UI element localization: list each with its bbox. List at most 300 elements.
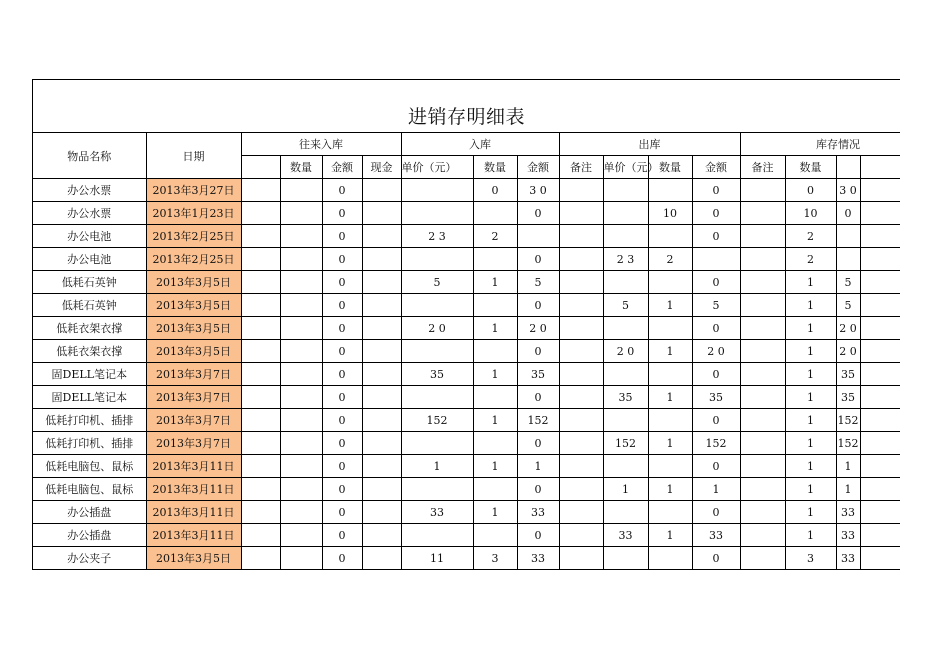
cell-blank[interactable] (241, 202, 280, 225)
cell-name[interactable]: 低耗打印机、插排 (33, 409, 146, 432)
cell-k-amt[interactable]: 1 (836, 455, 860, 478)
cell-name[interactable]: 固DELL笔记本 (33, 363, 146, 386)
cell-k-qty[interactable]: 3 (785, 547, 836, 570)
cell-k-extra[interactable] (860, 547, 900, 570)
cell-w-amt[interactable]: 0 (322, 340, 362, 363)
cell-r-qty[interactable] (473, 340, 517, 363)
cell-date[interactable]: 2013年3月5日 (146, 340, 241, 363)
cell-w-cash[interactable] (362, 455, 401, 478)
cell-name[interactable]: 低耗打印机、插排 (33, 432, 146, 455)
cell-c-qty[interactable]: 1 (648, 340, 692, 363)
cell-r-note[interactable] (559, 432, 603, 455)
cell-c-note[interactable] (740, 386, 785, 409)
cell-k-extra[interactable] (860, 409, 900, 432)
cell-c-amt[interactable]: 0 (692, 501, 740, 524)
cell-c-qty[interactable] (648, 455, 692, 478)
cell-w-cash[interactable] (362, 179, 401, 202)
cell-w-cash[interactable] (362, 409, 401, 432)
cell-k-qty[interactable]: 10 (785, 202, 836, 225)
cell-r-price[interactable]: 1 (401, 455, 473, 478)
cell-k-extra[interactable] (860, 179, 900, 202)
cell-blank[interactable] (241, 363, 280, 386)
cell-c-price[interactable]: 5 (603, 294, 648, 317)
cell-blank[interactable] (241, 501, 280, 524)
header-w-amt: 金额 (322, 156, 362, 179)
header-k-extra (860, 156, 900, 179)
cell-c-amt[interactable]: 0 (692, 547, 740, 570)
cell-r-qty[interactable]: 1 (473, 501, 517, 524)
cell-w-qty[interactable] (280, 225, 322, 248)
cell-r-amt[interactable]: 152 (517, 409, 559, 432)
cell-date[interactable]: 2013年3月7日 (146, 363, 241, 386)
cell-r-amt[interactable]: 0 (517, 478, 559, 501)
cell-date[interactable]: 2013年3月7日 (146, 386, 241, 409)
cell-name[interactable]: 低耗衣架衣撑 (33, 317, 146, 340)
cell-k-qty[interactable]: 1 (785, 432, 836, 455)
cell-k-extra[interactable] (860, 363, 900, 386)
cell-c-note[interactable] (740, 340, 785, 363)
cell-c-qty[interactable] (648, 271, 692, 294)
header-w-qty: 数量 (280, 156, 322, 179)
cell-r-qty[interactable]: 2 (473, 225, 517, 248)
cell-r-note[interactable] (559, 179, 603, 202)
cell-r-amt[interactable] (517, 225, 559, 248)
table-row (33, 501, 900, 524)
cell-w-qty[interactable] (280, 248, 322, 271)
cell-r-qty[interactable] (473, 386, 517, 409)
cell-c-amt[interactable]: 152 (692, 432, 740, 455)
cell-c-amt[interactable]: 0 (692, 179, 740, 202)
cell-c-price[interactable] (603, 317, 648, 340)
cell-date[interactable]: 2013年3月7日 (146, 432, 241, 455)
cell-k-amt[interactable]: 152 (836, 432, 860, 455)
cell-w-amt[interactable]: 0 (322, 363, 362, 386)
cell-date[interactable]: 2013年3月27日 (146, 179, 241, 202)
cell-w-qty[interactable] (280, 179, 322, 202)
cell-w-cash[interactable] (362, 432, 401, 455)
cell-c-note[interactable] (740, 478, 785, 501)
cell-k-qty[interactable]: 2 (785, 248, 836, 271)
cell-date[interactable]: 2013年1月23日 (146, 202, 241, 225)
cell-k-qty[interactable]: 1 (785, 409, 836, 432)
cell-r-price[interactable]: 2 0 (401, 317, 473, 340)
cell-k-qty[interactable]: 0 (785, 179, 836, 202)
cell-r-note[interactable] (559, 478, 603, 501)
cell-blank[interactable] (241, 248, 280, 271)
cell-c-price[interactable] (603, 225, 648, 248)
cell-k-qty[interactable]: 1 (785, 317, 836, 340)
cell-date[interactable]: 2013年3月11日 (146, 501, 241, 524)
cell-blank[interactable] (241, 478, 280, 501)
cell-k-amt[interactable]: 3 0 (836, 179, 860, 202)
cell-r-note[interactable] (559, 363, 603, 386)
cell-r-amt[interactable]: 33 (517, 547, 559, 570)
cell-c-qty[interactable] (648, 179, 692, 202)
cell-w-cash[interactable] (362, 478, 401, 501)
cell-w-cash[interactable] (362, 202, 401, 225)
cell-date[interactable]: 2013年2月25日 (146, 225, 241, 248)
cell-c-amt[interactable]: 0 (692, 409, 740, 432)
cell-w-qty[interactable] (280, 455, 322, 478)
cell-c-qty[interactable] (648, 409, 692, 432)
cell-k-amt[interactable]: 2 0 (836, 340, 860, 363)
cell-r-qty[interactable]: 1 (473, 317, 517, 340)
cell-w-cash[interactable] (362, 501, 401, 524)
cell-c-amt[interactable]: 2 0 (692, 340, 740, 363)
table-row (33, 386, 900, 409)
cell-w-qty[interactable] (280, 340, 322, 363)
cell-date[interactable]: 2013年3月11日 (146, 455, 241, 478)
cell-r-amt[interactable]: 2 0 (517, 317, 559, 340)
cell-r-amt[interactable]: 33 (517, 501, 559, 524)
cell-k-amt[interactable]: 1 (836, 478, 860, 501)
cell-date[interactable]: 2013年3月5日 (146, 547, 241, 570)
cell-r-note[interactable] (559, 386, 603, 409)
cell-w-amt[interactable]: 0 (322, 294, 362, 317)
cell-date[interactable]: 2013年3月7日 (146, 409, 241, 432)
cell-c-note[interactable] (740, 317, 785, 340)
cell-r-note[interactable] (559, 271, 603, 294)
cell-c-amt[interactable]: 5 (692, 294, 740, 317)
cell-w-amt[interactable]: 0 (322, 547, 362, 570)
cell-k-amt[interactable] (836, 225, 860, 248)
cell-k-qty[interactable]: 1 (785, 478, 836, 501)
cell-name[interactable]: 办公插盘 (33, 501, 146, 524)
cell-w-amt[interactable]: 0 (322, 501, 362, 524)
cell-c-price[interactable] (603, 271, 648, 294)
cell-name[interactable]: 低耗石英钟 (33, 271, 146, 294)
cell-r-price[interactable] (401, 524, 473, 547)
cell-c-note[interactable] (740, 294, 785, 317)
cell-c-amt[interactable]: 35 (692, 386, 740, 409)
cell-w-qty[interactable] (280, 409, 322, 432)
cell-r-note[interactable] (559, 202, 603, 225)
cell-name[interactable]: 低耗电脑包、鼠标 (33, 478, 146, 501)
cell-r-qty[interactable] (473, 432, 517, 455)
cell-r-price[interactable] (401, 294, 473, 317)
cell-c-note[interactable] (740, 179, 785, 202)
cell-c-qty[interactable]: 1 (648, 478, 692, 501)
cell-k-amt[interactable] (836, 248, 860, 271)
cell-r-note[interactable] (559, 248, 603, 271)
cell-r-qty[interactable]: 3 (473, 547, 517, 570)
cell-w-cash[interactable] (362, 317, 401, 340)
cell-c-price[interactable] (603, 455, 648, 478)
cell-k-extra[interactable] (860, 501, 900, 524)
cell-k-amt[interactable]: 35 (836, 363, 860, 386)
cell-w-qty[interactable] (280, 294, 322, 317)
cell-c-price[interactable]: 33 (603, 524, 648, 547)
cell-w-qty[interactable] (280, 386, 322, 409)
cell-w-amt[interactable]: 0 (322, 432, 362, 455)
cell-c-qty[interactable]: 1 (648, 524, 692, 547)
cell-w-qty[interactable] (280, 317, 322, 340)
cell-r-price[interactable] (401, 202, 473, 225)
cell-c-qty[interactable] (648, 317, 692, 340)
cell-k-qty[interactable]: 1 (785, 524, 836, 547)
cell-r-amt[interactable]: 1 (517, 455, 559, 478)
cell-name[interactable]: 低耗电脑包、鼠标 (33, 455, 146, 478)
cell-blank[interactable] (241, 317, 280, 340)
cell-k-qty[interactable]: 1 (785, 386, 836, 409)
cell-w-qty[interactable] (280, 363, 322, 386)
cell-c-price[interactable]: 2 0 (603, 340, 648, 363)
cell-r-price[interactable] (401, 248, 473, 271)
cell-r-amt[interactable]: 5 (517, 271, 559, 294)
cell-r-note[interactable] (559, 455, 603, 478)
cell-r-qty[interactable] (473, 524, 517, 547)
cell-c-note[interactable] (740, 432, 785, 455)
cell-w-amt[interactable]: 0 (322, 524, 362, 547)
cell-r-qty[interactable]: 1 (473, 455, 517, 478)
cell-r-amt[interactable]: 3 0 (517, 179, 559, 202)
cell-r-qty[interactable]: 1 (473, 409, 517, 432)
cell-k-qty[interactable]: 1 (785, 455, 836, 478)
cell-c-qty[interactable] (648, 547, 692, 570)
cell-c-qty[interactable]: 10 (648, 202, 692, 225)
cell-r-qty[interactable] (473, 478, 517, 501)
header-group-wanglai: 往来入库 (241, 133, 401, 156)
cell-w-cash[interactable] (362, 363, 401, 386)
cell-k-extra[interactable] (860, 225, 900, 248)
cell-r-amt[interactable]: 0 (517, 386, 559, 409)
cell-k-amt[interactable]: 0 (836, 202, 860, 225)
header-r-price: 单价（元） (401, 156, 473, 179)
cell-c-amt[interactable]: 33 (692, 524, 740, 547)
cell-w-amt[interactable]: 0 (322, 409, 362, 432)
cell-k-qty[interactable]: 1 (785, 271, 836, 294)
cell-c-price[interactable] (603, 501, 648, 524)
cell-w-cash[interactable] (362, 225, 401, 248)
cell-k-amt[interactable]: 33 (836, 524, 860, 547)
cell-w-amt[interactable]: 0 (322, 271, 362, 294)
cell-r-note[interactable] (559, 294, 603, 317)
cell-w-cash[interactable] (362, 340, 401, 363)
cell-date[interactable]: 2013年3月5日 (146, 271, 241, 294)
cell-date[interactable]: 2013年3月11日 (146, 478, 241, 501)
cell-r-note[interactable] (559, 547, 603, 570)
cell-name[interactable]: 办公插盘 (33, 524, 146, 547)
table-row (33, 363, 900, 386)
cell-c-qty[interactable]: 1 (648, 432, 692, 455)
cell-name[interactable]: 办公水票 (33, 202, 146, 225)
cell-r-price[interactable]: 2 3 (401, 225, 473, 248)
cell-blank[interactable] (241, 225, 280, 248)
cell-c-amt[interactable]: 0 (692, 317, 740, 340)
cell-w-qty[interactable] (280, 202, 322, 225)
cell-r-amt[interactable]: 35 (517, 363, 559, 386)
cell-r-price[interactable] (401, 478, 473, 501)
cell-c-amt[interactable]: 0 (692, 455, 740, 478)
cell-r-amt[interactable]: 0 (517, 432, 559, 455)
cell-w-cash[interactable] (362, 524, 401, 547)
cell-r-price[interactable]: 35 (401, 363, 473, 386)
cell-date[interactable]: 2013年2月25日 (146, 248, 241, 271)
cell-w-amt[interactable]: 0 (322, 478, 362, 501)
cell-k-extra[interactable] (860, 386, 900, 409)
cell-w-amt[interactable]: 0 (322, 202, 362, 225)
cell-name[interactable]: 办公电池 (33, 248, 146, 271)
cell-r-amt[interactable]: 0 (517, 294, 559, 317)
cell-c-amt[interactable]: 0 (692, 202, 740, 225)
cell-blank[interactable] (241, 455, 280, 478)
cell-k-amt[interactable]: 33 (836, 547, 860, 570)
spreadsheet (32, 79, 900, 570)
cell-r-price[interactable]: 152 (401, 409, 473, 432)
cell-name[interactable]: 办公水票 (33, 179, 146, 202)
cell-r-price[interactable] (401, 340, 473, 363)
cell-c-note[interactable] (740, 271, 785, 294)
cell-r-price[interactable]: 5 (401, 271, 473, 294)
cell-blank[interactable] (241, 294, 280, 317)
cell-r-price[interactable] (401, 386, 473, 409)
cell-w-amt[interactable]: 0 (322, 179, 362, 202)
cell-c-amt[interactable]: 0 (692, 271, 740, 294)
cell-name[interactable]: 办公夹子 (33, 547, 146, 570)
cell-c-note[interactable] (740, 455, 785, 478)
cell-k-amt[interactable]: 35 (836, 386, 860, 409)
cell-name[interactable]: 低耗石英钟 (33, 294, 146, 317)
cell-c-note[interactable] (740, 547, 785, 570)
cell-w-amt[interactable]: 0 (322, 386, 362, 409)
cell-r-note[interactable] (559, 524, 603, 547)
cell-c-amt[interactable]: 0 (692, 363, 740, 386)
cell-c-price[interactable]: 35 (603, 386, 648, 409)
cell-k-extra[interactable] (860, 202, 900, 225)
cell-r-amt[interactable]: 0 (517, 202, 559, 225)
cell-r-note[interactable] (559, 409, 603, 432)
cell-k-qty[interactable]: 1 (785, 363, 836, 386)
cell-blank[interactable] (241, 432, 280, 455)
cell-c-price[interactable] (603, 409, 648, 432)
cell-w-amt[interactable]: 0 (322, 455, 362, 478)
cell-k-amt[interactable]: 152 (836, 409, 860, 432)
cell-w-cash[interactable] (362, 271, 401, 294)
cell-k-extra[interactable] (860, 478, 900, 501)
cell-blank[interactable] (241, 386, 280, 409)
cell-name[interactable]: 办公电池 (33, 225, 146, 248)
cell-w-qty[interactable] (280, 501, 322, 524)
cell-r-amt[interactable]: 0 (517, 340, 559, 363)
cell-r-qty[interactable]: 1 (473, 271, 517, 294)
cell-k-extra[interactable] (860, 248, 900, 271)
cell-w-cash[interactable] (362, 386, 401, 409)
cell-c-price[interactable] (603, 202, 648, 225)
cell-date[interactable]: 2013年3月11日 (146, 524, 241, 547)
cell-w-qty[interactable] (280, 271, 322, 294)
cell-c-amt[interactable]: 1 (692, 478, 740, 501)
cell-k-extra[interactable] (860, 271, 900, 294)
cell-r-note[interactable] (559, 501, 603, 524)
cell-r-price[interactable] (401, 432, 473, 455)
cell-r-price[interactable] (401, 179, 473, 202)
cell-c-qty[interactable] (648, 501, 692, 524)
cell-blank[interactable] (241, 340, 280, 363)
cell-c-note[interactable] (740, 248, 785, 271)
cell-name[interactable]: 低耗衣架衣撑 (33, 340, 146, 363)
cell-date[interactable]: 2013年3月5日 (146, 317, 241, 340)
cell-r-price[interactable]: 11 (401, 547, 473, 570)
cell-w-amt[interactable]: 0 (322, 248, 362, 271)
cell-r-qty[interactable]: 1 (473, 363, 517, 386)
cell-r-amt[interactable]: 0 (517, 524, 559, 547)
cell-k-qty[interactable]: 1 (785, 501, 836, 524)
cell-k-amt[interactable]: 5 (836, 294, 860, 317)
cell-c-amt[interactable] (692, 248, 740, 271)
cell-k-extra[interactable] (860, 340, 900, 363)
cell-c-note[interactable] (740, 202, 785, 225)
cell-w-qty[interactable] (280, 524, 322, 547)
cell-w-cash[interactable] (362, 547, 401, 570)
cell-c-price[interactable] (603, 363, 648, 386)
cell-c-price[interactable]: 1 (603, 478, 648, 501)
cell-r-qty[interactable]: 0 (473, 179, 517, 202)
cell-k-amt[interactable]: 33 (836, 501, 860, 524)
cell-c-price[interactable] (603, 179, 648, 202)
cell-blank[interactable] (241, 524, 280, 547)
cell-c-qty[interactable] (648, 225, 692, 248)
cell-r-price[interactable]: 33 (401, 501, 473, 524)
cell-c-price[interactable]: 2 3 (603, 248, 648, 271)
cell-c-note[interactable] (740, 363, 785, 386)
cell-k-extra[interactable] (860, 455, 900, 478)
cell-blank[interactable] (241, 271, 280, 294)
cell-c-qty[interactable] (648, 363, 692, 386)
cell-c-qty[interactable]: 2 (648, 248, 692, 271)
cell-r-qty[interactable] (473, 294, 517, 317)
cell-r-note[interactable] (559, 340, 603, 363)
cell-w-qty[interactable] (280, 432, 322, 455)
cell-c-note[interactable] (740, 524, 785, 547)
cell-k-extra[interactable] (860, 317, 900, 340)
cell-k-amt[interactable]: 2 0 (836, 317, 860, 340)
cell-c-price[interactable]: 152 (603, 432, 648, 455)
cell-c-amt[interactable]: 0 (692, 225, 740, 248)
cell-c-qty[interactable]: 1 (648, 386, 692, 409)
cell-w-qty[interactable] (280, 547, 322, 570)
cell-c-qty[interactable]: 1 (648, 294, 692, 317)
cell-w-amt[interactable]: 0 (322, 225, 362, 248)
header-c-note: 备注 (740, 156, 785, 179)
cell-blank[interactable] (241, 179, 280, 202)
cell-r-note[interactable] (559, 317, 603, 340)
cell-r-qty[interactable] (473, 202, 517, 225)
cell-r-qty[interactable] (473, 248, 517, 271)
cell-c-note[interactable] (740, 501, 785, 524)
cell-w-cash[interactable] (362, 294, 401, 317)
cell-w-cash[interactable] (362, 248, 401, 271)
cell-k-extra[interactable] (860, 524, 900, 547)
cell-c-note[interactable] (740, 409, 785, 432)
cell-blank[interactable] (241, 547, 280, 570)
cell-k-extra[interactable] (860, 294, 900, 317)
cell-date[interactable]: 2013年3月5日 (146, 294, 241, 317)
cell-w-amt[interactable]: 0 (322, 317, 362, 340)
cell-r-note[interactable] (559, 225, 603, 248)
cell-k-qty[interactable]: 1 (785, 294, 836, 317)
cell-c-price[interactable] (603, 547, 648, 570)
cell-r-amt[interactable]: 0 (517, 248, 559, 271)
cell-k-amt[interactable]: 5 (836, 271, 860, 294)
cell-name[interactable]: 固DELL笔记本 (33, 386, 146, 409)
cell-k-qty[interactable]: 2 (785, 225, 836, 248)
cell-blank[interactable] (241, 409, 280, 432)
table-row (33, 340, 900, 363)
cell-k-extra[interactable] (860, 432, 900, 455)
cell-k-qty[interactable]: 1 (785, 340, 836, 363)
cell-w-qty[interactable] (280, 478, 322, 501)
cell-c-note[interactable] (740, 225, 785, 248)
